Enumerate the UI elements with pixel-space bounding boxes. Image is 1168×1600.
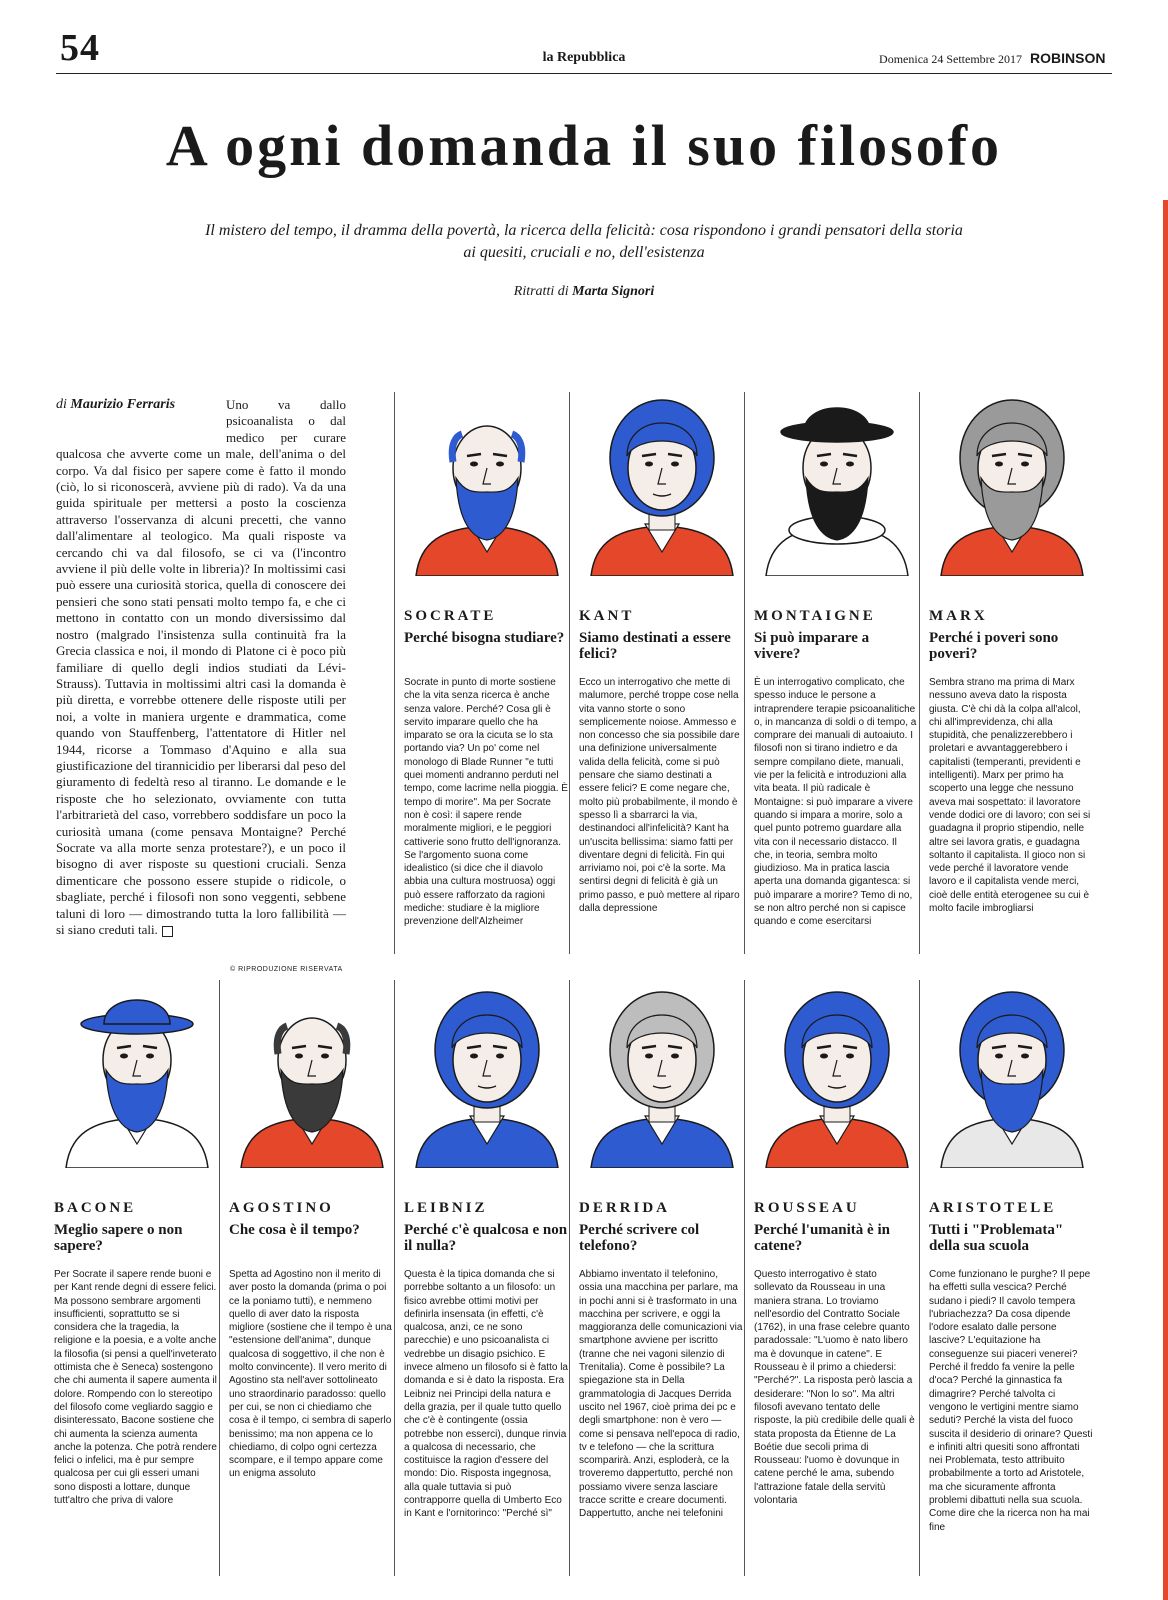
hat-crown-shape (104, 1000, 170, 1024)
eye-shape (820, 1054, 828, 1059)
credit-prefix: Ritratti di (513, 284, 569, 299)
philosopher-name: LEIBNIZ (404, 1200, 488, 1216)
eye-shape (995, 462, 1003, 467)
eye-shape (645, 1054, 653, 1059)
column-divider (569, 392, 570, 954)
montaigne-portrait-icon (762, 392, 912, 576)
philosopher-name: KANT (579, 608, 635, 624)
philosopher-question: Meglio sapere o non sapere? (54, 1222, 183, 1254)
page-subtitle: Il mistero del tempo, il dramma della povertà, la ricerca della felicità: cosa rispondono i grandi pensatori della storia ai quesiti, cruciali e no, dell'esistenza (205, 222, 963, 261)
philosopher-question: Perché l'umanità è in catene? (754, 1222, 890, 1254)
column-divider (569, 980, 570, 1576)
byline-prefix: di (56, 397, 67, 412)
column-divider (394, 392, 395, 954)
eye-shape (645, 462, 653, 467)
column-divider (919, 980, 920, 1576)
philosopher-text: Per Socrate il sapere rende buoni e per Kant rende degni di essere felici. Ma possono sembrare argomenti insufficienti, soprattutto se si considera che la tragedia, la religione e la poesia, e a volte anche la filosofia (si pensi a quell'inveterato ottimista che è Seneca) sostengono che chi aumenta il sapere aumenta il dolore. Rompendo con lo stereotipo del filosofo come vegliardo saggio e disinteressato, Bacone sostiene che chi aumenta la scienza aumenta anche la potenza. Che potrà rendere felici o infelici, ma è pur sempre qualcosa per cui gli esseri umani sono disposti a lottare, dunque tutt'altro che priva di valore (54, 1269, 217, 1507)
marx-portrait-icon (937, 392, 1087, 576)
illustration-credit (0, 284, 1168, 300)
philosopher-text: Sembra strano ma prima di Marx nessuno aveva dato la risposta giusta. C'è chi dà la colpa all'alcol, chi all'imprevidenza, chi alla stupidità, che penalizzerebbero i proletari e avvantaggerebbero i capitalisti (temperanti, previdenti e intelligenti). Marx per primo ha scoperto una legge che nessuno aveva mai sospettato: il lavoratore vende dodici ore di lavoro; con sei si guadagna il proprio stipendio, nelle altre sei lavora gratis, e guadagna soltanto il capitalista. Il gioco non si vede perché il lavoratore vende lavoro e il capitalista vende merci, cioè delle entità eterogenee su cui è molto facile imbrogliarsi (929, 677, 1091, 915)
eye-shape (321, 1054, 329, 1059)
eye-shape (846, 1054, 854, 1059)
eye-shape (820, 462, 828, 467)
philosopher-text: Questo interrogativo è stato sollevato da Rousseau in una maniera strana. Lo troviamo nell'esordio del Contratto Sociale (1762), in una frase celebre quanto paradossale: "L'uomo è nato libero ma è dovunque in catene". E Rousseau è il primo a chiedersi: "Perché?". La risposta però lascia a desiderare: "Non lo so". Ma altri filosofi avevano tentato delle risposte, la più credibile delle quali è stata proposta da Étienne de La Boétie due secoli prima di Rousseau: l'uomo è dovunque in catene perché le ama, subendo l'attrazione fatale della servitù volontaria (754, 1269, 915, 1507)
page-edge-stripe (1163, 200, 1168, 1600)
byline-name: Maurizio Ferraris (70, 397, 176, 412)
philosopher-text: È un interrogativo complicato, che spesso induce le persone a intraprendere terapie psicoanalitiche o, in mancanza di soldi o di tempo, a comprare dei manuali di autoaiuto. I filosofi non si tirano indietro e da sempre compilano diete, manuali, vie per la felicità e introduzioni alla vita beata. Il più radicale è Montaigne: si può imparare a vivere quando si impara a morire, solo a quel punto potremo guardare alla vita con il necessario distacco. Il che, in teoria, sembra molto giudizioso. Ma in pratica lascia aperta una domanda gigantesca: si può imparare a morire? Temo di no, se non altro perché non si capisce quando e come esercitarsi (754, 677, 917, 928)
eye-shape (120, 1054, 128, 1059)
copyright-note: © RIPRODUZIONE RISERVATA (230, 966, 343, 973)
masthead: la Repubblica (542, 50, 626, 65)
column-divider (919, 392, 920, 954)
page-number: 54 (60, 27, 100, 69)
eye-shape (995, 1054, 1003, 1059)
column-divider (219, 980, 220, 1576)
eye-shape (496, 462, 504, 467)
philosopher-name: MARX (929, 608, 988, 624)
philosopher-text: Abbiamo inventato il telefonino, ossia una macchina per parlare, ma in pochi anni si è trasformato in una macchina per scrivere, e oggi la maggioranza delle comunicazioni via smartphone avviene per iscritto (tranne che nei vagoni silenzio di Trenitalia). Come è possibile? La spiegazione sta in Della grammatologia di Jacques Derrida uscito nel 1967, cioè prima dei pc e degli smartphone: non è vero — come si pensava nell'epoca di radio, tv e telefono — che la scrittura scomparirà. Anzi, esploderà, ce la troveremo dappertutto, perché non possiamo vivere senza lasciare tracce scritte e creare documenti. Dappertutto, anche nei telefonini (579, 1269, 743, 1520)
bacone-portrait-icon (62, 984, 212, 1168)
philosopher-question: Siamo destinati a essere felici? (579, 630, 731, 662)
intro-text: Uno va dallo psicoanalista o dal medico per curare qualcosa che avverte come un male, dell'anima o del corpo. Va dal fisico per sapere come è fatto il mondo (ciò, lo si riconoscerà, avviene più di rado). Va da una guida spirituale per mettersi a posto la coscienza attraverso l'osservanza di alcuni precetti, che vanno dall'alimentare al teologico. Ma quali risposte va cercando chi va dal filosofo, se ci va (l'incontro avviene il più delle volte in libreria)? In moltissimi casi può essere una curiosità storica, quella di conoscere dei pensieri che sono stati pensati molto tempo fa, e che ci mettono in contatto con un mondo diversissimo dal nostro (malgrado l'insistenza sulla continuità fra la Grecia classica e noi, il mondo di Platone ci è poco più familiare di quello degli indios studiati da Lévi-Strauss). Tuttavia in moltissimi altri casi la domanda è più diretta, e vorrebbe ottenere delle risposte utili per noi, a volte in maniera urgente e drammatica, come quando von Stauffenberg, l'attentatore di Hitler nel 1944, ricorse a Tommaso d'Aquino e alla sua giustificazione del tirannicidio per liberarsi dal peso del giuramento di fedeltà reso al tiranno. Le domande e le risposte che ho selezionato, ovviamente con tutta l'arbitrarietà del caso, vorrebbero soddisfare un poco la curiosità umana (come pensava Montaigne? Perché Socrate va alla morte senza protestare?), e un poco il bisogno di aver risposte su questioni cruciali. Senza dimenticare che possono essere stupide o ridicole, o sbagliate, perché i filosofi non sono veggenti, sebbene taluni di loro — dimostrando tutta la loro fallibilità — si siano creduti tali. (56, 397, 346, 937)
philosopher-text: Spetta ad Agostino non il merito di aver posto la domanda (prima o poi ce la poniamo tutti), e nemmeno quello di aver dato la risposta migliore (sostiene che il tempo è una "estensione dell'anima", dunque qualcosa di soggettivo, il che non è molto convincente). Il vero merito di Agostino sta nell'aver sottolineato uno straordinario paradosso: quello per cui, se non ci chiediamo che cosa è il tempo, ci sembra di saperlo benissimo; ma non appena ce lo chiediamo, di colpo ogni certezza scompare, e il tempo appare come un enigma assoluto (229, 1269, 392, 1480)
philosopher-question: Perché i poveri sono poveri? (929, 630, 1059, 662)
socrate-portrait-icon (412, 392, 562, 576)
philosopher-text: Come funzionano le purghe? Il pepe ha effetti sulla vescica? Perché sudano i piedi? Il cavolo tempera l'ubriachezza? Da cosa dipende l'odore esalato dalle persone lascive? L'equitazione ha conseguenze sui piaceri venerei? Perché il freddo fa venire la pelle d'oca? Perché la ginnastica fa dimagrire? Perché talvolta ci vengono le vertigini mentre siamo seduti? Perché la vista del fuoco suscita il desiderio di orinare? Questi e infiniti altri quesiti sono affrontati nei Problemata, testo attribuito probabilmente a torto ad Aristotele, ma che sicuramente affronta problemi dibattuti nella sua scuola. Come dire che la ricerca non ha mai fine (929, 1269, 1093, 1533)
eye-shape (295, 1054, 303, 1059)
philosopher-name: DERRIDA (579, 1200, 671, 1216)
end-mark-icon (162, 926, 173, 937)
page-title: A ogni domanda il suo filosofo (165, 113, 1003, 178)
eye-shape (470, 462, 478, 467)
eye-shape (671, 462, 679, 467)
eye-shape (1021, 462, 1029, 467)
philosopher-name: BACONE (54, 1200, 137, 1216)
hat-crown-shape (804, 408, 870, 432)
derrida-portrait-icon (587, 984, 737, 1168)
intro-article (56, 397, 346, 938)
philosopher-name: ARISTOTELE (929, 1200, 1057, 1216)
philosopher-text: Socrate in punto di morte sostiene che la vita senza ricerca è anche senza valore. Perché? Cosa gli è servito imparare quello che ha imparato se ora la cicuta se lo sta portando via? Un po' come nel monologo di Blade Runner "e tutti quei momenti andranno perduti nel tempo, come lacrime nella pioggia. È tempo di morire". Ma per Socrate non è così: il sapere rende moralmente migliori, e le peggiori cattiverie sono frutto dell'ignoranza. Se l'argomento suona come idealistico (si dice che il diavolo abbia una cultura mostruosa) oggi può essere rafforzato da ragioni mediche: studiare è la migliore prevenzione dell'Alzheimer (404, 677, 568, 928)
column-divider (394, 980, 395, 1576)
philosopher-question: Che cosa è il tempo? (229, 1222, 360, 1238)
eye-shape (470, 1054, 478, 1059)
rousseau-portrait-icon (762, 984, 912, 1168)
column-divider (744, 980, 745, 1576)
section-name: ROBINSON (1030, 50, 1106, 66)
leibniz-portrait-icon (412, 984, 562, 1168)
byline (56, 397, 175, 413)
philosopher-name: AGOSTINO (229, 1200, 334, 1216)
eye-shape (496, 1054, 504, 1059)
philosopher-name: SOCRATE (404, 608, 497, 624)
philosopher-text: Questa è la tipica domanda che si porrebbe soltanto a un filosofo: un fisico avrebbe ottimi motivi per definirla insensata (in effetti, c'è qualcosa, anzi, ce ne sono parecchie) e uno psicoanalista ci vedrebbe un disagio psichico. E invece almeno un filosofo si è fatto la domanda e si è dato la risposta. Era Leibniz nei Principi della natura e della grazia, per il quale tutto quello che c'è è contingente (ossia potrebbe non esserci), dunque rinvia a qualcosa di necessario, che costituisce la ragion d'essere del mondo: Dio. Risposta ingegnosa, alla quale tuttavia si può contrapporre quella di Umberto Eco in Kant e l'ornitorinco: "Perché sì" (404, 1269, 568, 1520)
credit-name: Marta Signori (572, 284, 655, 299)
philosopher-name: ROUSSEAU (754, 1200, 860, 1216)
philosopher-question: Si può imparare a vivere? (754, 630, 870, 662)
agostino-portrait-icon (237, 984, 387, 1168)
eye-shape (846, 462, 854, 467)
philosopher-question: Perché scrivere col telefono? (579, 1222, 700, 1254)
header-rule (56, 73, 1112, 74)
eye-shape (146, 1054, 154, 1059)
philosopher-text: Ecco un interrogativo che mette di malumore, perché troppe cose nella vita vanno storte o sono semplicemente noiose. Ammesso e non concesso che sia possibile dare una definizione universalmente valida della felicità, come si può pensare che siamo destinati a essere felici? E come negare che, molto più probabilmente, il mondo è spesso lì a sbarrarci la via, destinandoci all'infelicità? Kant ha un'uscita bellissima: siamo fatti per diventare degni di felicità. Fin qui arriviamo noi, poi c'è la sorte. Ma sentirsi degni di felicità è già un primo passo, e può mettere al riparo dalla depressione (579, 677, 740, 915)
kant-portrait-icon (587, 392, 737, 576)
philosopher-name: MONTAIGNE (754, 608, 876, 624)
column-divider (744, 392, 745, 954)
philosopher-question: Tutti i "Problemata" della sua scuola (929, 1222, 1064, 1254)
aristotele-portrait-icon (937, 984, 1087, 1168)
eye-shape (671, 1054, 679, 1059)
philosopher-question: Perché c'è qualcosa e non il nulla? (404, 1222, 568, 1254)
philosopher-question: Perché bisogna studiare? (404, 630, 565, 646)
issue-date: Domenica 24 Settembre 2017 (879, 52, 1022, 66)
eye-shape (1021, 1054, 1029, 1059)
